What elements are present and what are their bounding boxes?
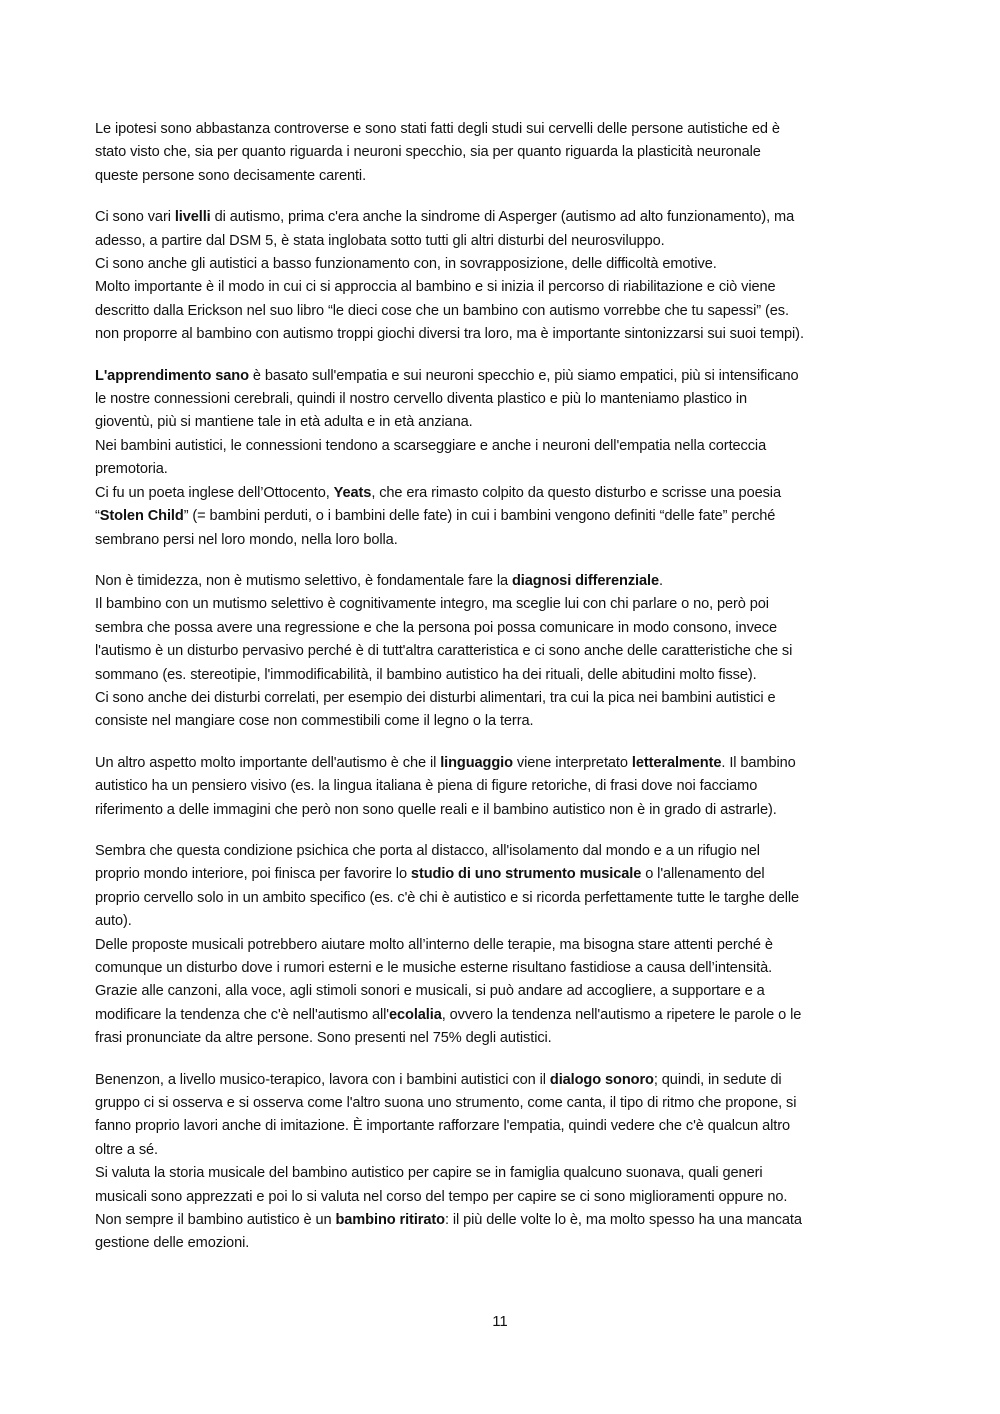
bold-term: L'apprendimento sano — [95, 367, 249, 384]
text-segment: sembrano persi nel loro mondo, nella loro bolla. — [95, 531, 398, 548]
text-segment: è basato sull'empatia e sui neuroni specchio e, più siamo empatici, più si intensificano — [248, 367, 799, 384]
text-segment: l'autismo è un disturbo pervasivo perché è di tutt'altra caratteristica e ci sono anche delle caratteristiche che si — [95, 643, 793, 660]
paragraph — [95, 840, 910, 1051]
bold-term: livelli — [174, 209, 211, 226]
text-segment: Sembra che questa condizione psichica che porta al distacco, all'isolamento dal mondo e a un rifugio nel — [95, 842, 760, 859]
text-segment: Benenzon, a livello musico-terapico, lavora con i bambini autistici con il — [95, 1071, 550, 1088]
bold-term: Yeats — [333, 484, 372, 501]
text-segment: adesso, a partire dal DSM 5, è stata inglobata sotto tutti gli altri disturbi del neurosviluppo. — [95, 232, 665, 249]
text-segment: o l'allenamento del — [641, 866, 765, 883]
text-line — [95, 118, 910, 141]
text-segment: gioventù, più si mantiene tale in età adulta e in età anziana. — [95, 414, 473, 431]
text-line — [95, 570, 910, 593]
text-line — [95, 388, 910, 411]
text-segment: Ci sono anche dei disturbi correlati, per esempio dei disturbi alimentari, tra cui la pica nei bambini autistici e — [95, 689, 776, 706]
paragraph — [95, 206, 910, 346]
text-line — [95, 323, 910, 346]
text-segment: descritto dalla Erickson nel suo libro “le dieci cose che un bambino con autismo vorrebbe che tu sapessi” (es. — [95, 302, 789, 319]
text-segment: sembra che possa avere una regressione e che la persona poi possa comunicare in modo consono, invece — [95, 619, 777, 636]
bold-term: studio di uno strumento musicale — [410, 866, 642, 883]
text-segment: proprio cervello solo in un ambito specifico (es. c'è chi è autistico e si ricorda perfettamente tutte le targhe delle — [95, 889, 800, 906]
text-line — [95, 300, 910, 323]
text-line — [95, 165, 910, 188]
text-segment: consiste nel mangiare cose non commestibili come il legno o la terra. — [95, 713, 534, 730]
page-number: 11 — [492, 1313, 508, 1330]
text-segment: frasi pronunciate da altre persone. Sono presenti nel 75% degli autistici. — [95, 1030, 552, 1047]
text-line — [95, 1209, 910, 1232]
paragraph — [95, 570, 910, 734]
text-line — [95, 529, 910, 552]
text-segment: non proporre al bambino con autismo troppi giochi diversi tra loro, ma è importante sintonizzarsi sui suoi tempi). — [95, 326, 804, 343]
text-line — [95, 505, 910, 528]
text-line — [95, 687, 910, 710]
text-line — [95, 863, 910, 886]
paragraph — [95, 365, 910, 552]
text-line — [95, 1162, 910, 1185]
text-segment: Ci sono vari — [95, 209, 175, 226]
text-line — [95, 1232, 910, 1255]
text-line — [95, 752, 910, 775]
text-line — [95, 775, 910, 798]
text-segment: viene interpretato — [512, 754, 632, 771]
text-line — [95, 887, 910, 910]
text-line — [95, 482, 910, 505]
text-segment: Un altro aspetto molto importante dell'autismo è che il — [95, 754, 441, 771]
text-segment: le nostre connessioni cerebrali, quindi il nostro cervello diventa plastico e più lo manteniamo plastico in — [95, 391, 748, 408]
text-segment: Grazie alle canzoni, alla voce, agli stimoli sonori e musicali, si può andare ad accogliere, a supportare e a — [95, 983, 765, 1000]
text-segment: gruppo ci si osserva e si osserva come l'altro suona uno strumento, come canta, il tipo di ritmo che propone, si — [95, 1095, 797, 1112]
text-segment: queste persone sono decisamente carenti. — [95, 167, 367, 184]
text-segment: oltre a sé. — [95, 1141, 158, 1158]
bold-term: diagnosi differenziale — [511, 572, 659, 589]
text-line — [95, 1027, 910, 1050]
text-segment: ; quindi, in sedute di — [653, 1071, 782, 1088]
text-segment: Nei bambini autistici, le connessioni tendono a scarseggiare e anche i neuroni dell'empatia nella corteccia — [95, 437, 767, 454]
text-line — [95, 141, 910, 164]
text-line — [95, 1092, 910, 1115]
text-segment: Non sempre il bambino autistico è un — [95, 1212, 336, 1229]
page-body — [95, 118, 910, 1274]
text-segment: sommano (es. stereotipie, l'immodificabilità, il bambino autistico ha dei rituali, delle abitudini molto fisse). — [95, 666, 757, 683]
bold-term: letteralmente — [631, 754, 722, 771]
text-segment: . — [658, 572, 663, 589]
bold-term: bambino ritirato — [335, 1212, 445, 1229]
bold-term: ecolalia — [388, 1006, 442, 1023]
text-segment: fanno proprio lavori anche di imitazione. È importante rafforzare l'empatia, quindi vedere che c'è qualcun altro — [95, 1118, 791, 1135]
text-segment: Delle proposte musicali potrebbero aiutare molto all’interno delle terapie, ma bisogna stare attenti perché è — [95, 936, 773, 953]
text-segment: “ — [95, 508, 100, 525]
text-segment: premotoria. — [95, 461, 168, 478]
bold-term: Stolen Child — [99, 508, 184, 525]
text-segment: gestione delle emozioni. — [95, 1235, 250, 1252]
text-segment: . Il bambino — [721, 754, 796, 771]
text-line — [95, 710, 910, 733]
text-segment: Ci fu un poeta inglese dell’Ottocento, — [95, 484, 334, 501]
text-segment: Il bambino con un mutismo selettivo è cognitivamente integro, ma sceglie lui con chi parlare o no, però poi — [95, 596, 769, 613]
text-line — [95, 1069, 910, 1092]
text-line — [95, 617, 910, 640]
text-segment: modificare la tendenza che c'è nell'autismo all' — [95, 1006, 389, 1023]
text-segment: di autismo, prima c'era anche la sindrome di Asperger (autismo ad alto funzionamento), ma — [210, 209, 795, 226]
text-line — [95, 799, 910, 822]
text-segment: auto). — [95, 913, 132, 930]
paragraph — [95, 118, 910, 188]
paragraph — [95, 1069, 910, 1256]
text-line — [95, 253, 910, 276]
text-segment: : il più delle volte lo è, ma molto spesso ha una mancata — [444, 1212, 802, 1229]
text-line — [95, 840, 910, 863]
text-line — [95, 435, 910, 458]
text-line — [95, 640, 910, 663]
text-line — [95, 1139, 910, 1162]
text-line — [95, 230, 910, 253]
text-line — [95, 910, 910, 933]
text-line — [95, 664, 910, 687]
text-segment: , ovvero la tendenza nell'autismo a ripetere le parole o le — [441, 1006, 802, 1023]
text-segment: proprio mondo interiore, poi finisca per favorire lo — [95, 866, 411, 883]
text-line — [95, 458, 910, 481]
text-line — [95, 593, 910, 616]
text-segment: Ci sono anche gli autistici a basso funzionamento con, in sovrapposizione, delle difficoltà emotive. — [95, 256, 717, 273]
text-segment: comunque un disturbo dove i rumori esterni e le musiche esterne risultano fastidiose a causa dell’intensità. — [95, 960, 773, 976]
bold-term: dialogo sonoro — [549, 1071, 654, 1088]
paragraph — [95, 752, 910, 822]
text-line — [95, 980, 910, 1003]
text-segment: Molto importante è il modo in cui ci si approccia al bambino e si inizia il percorso di riabilitazione e ciò viene — [95, 279, 776, 296]
text-segment: Si valuta la storia musicale del bambino autistico per capire se in famiglia qualcuno suonava, quali generi — [95, 1165, 763, 1182]
text-line — [95, 365, 910, 388]
bold-term: linguaggio — [440, 754, 513, 771]
text-segment: Le ipotesi sono abbastanza controverse e sono stati fatti degli studi sui cervelli delle persone autistiche ed è — [95, 121, 780, 137]
text-line — [95, 276, 910, 299]
text-segment: riferimento a delle immagini che però non sono quelle reali e il bambino autistico non è in grado di astrarle). — [95, 801, 777, 818]
text-segment: autistico ha un pensiero visivo (es. la lingua italiana è piena di figure retoriche, di frasi dove noi facciamo — [95, 778, 758, 795]
text-segment: ” (= bambini perduti, o i bambini delle fate) in cui i bambini vengono definiti “delle fate” perché — [183, 508, 776, 525]
text-segment: musicali sono apprezzati e poi lo si valuta nel corso del tempo per capire se ci sono miglioramenti oppure no. — [95, 1188, 788, 1205]
text-line — [95, 1004, 910, 1027]
text-line — [95, 957, 910, 980]
text-line — [95, 411, 910, 434]
text-segment: stato visto che, sia per quanto riguarda i neuroni specchio, sia per quanto riguarda la plasticità neuronale — [95, 144, 761, 161]
text-line — [95, 206, 910, 229]
text-segment: , che era rimasto colpito da questo disturbo e scrisse una poesia — [371, 484, 781, 501]
text-line — [95, 934, 910, 957]
text-line — [95, 1186, 910, 1209]
text-segment: Non è timidezza, non è mutismo selettivo, è fondamentale fare la — [95, 572, 512, 589]
text-line — [95, 1115, 910, 1138]
